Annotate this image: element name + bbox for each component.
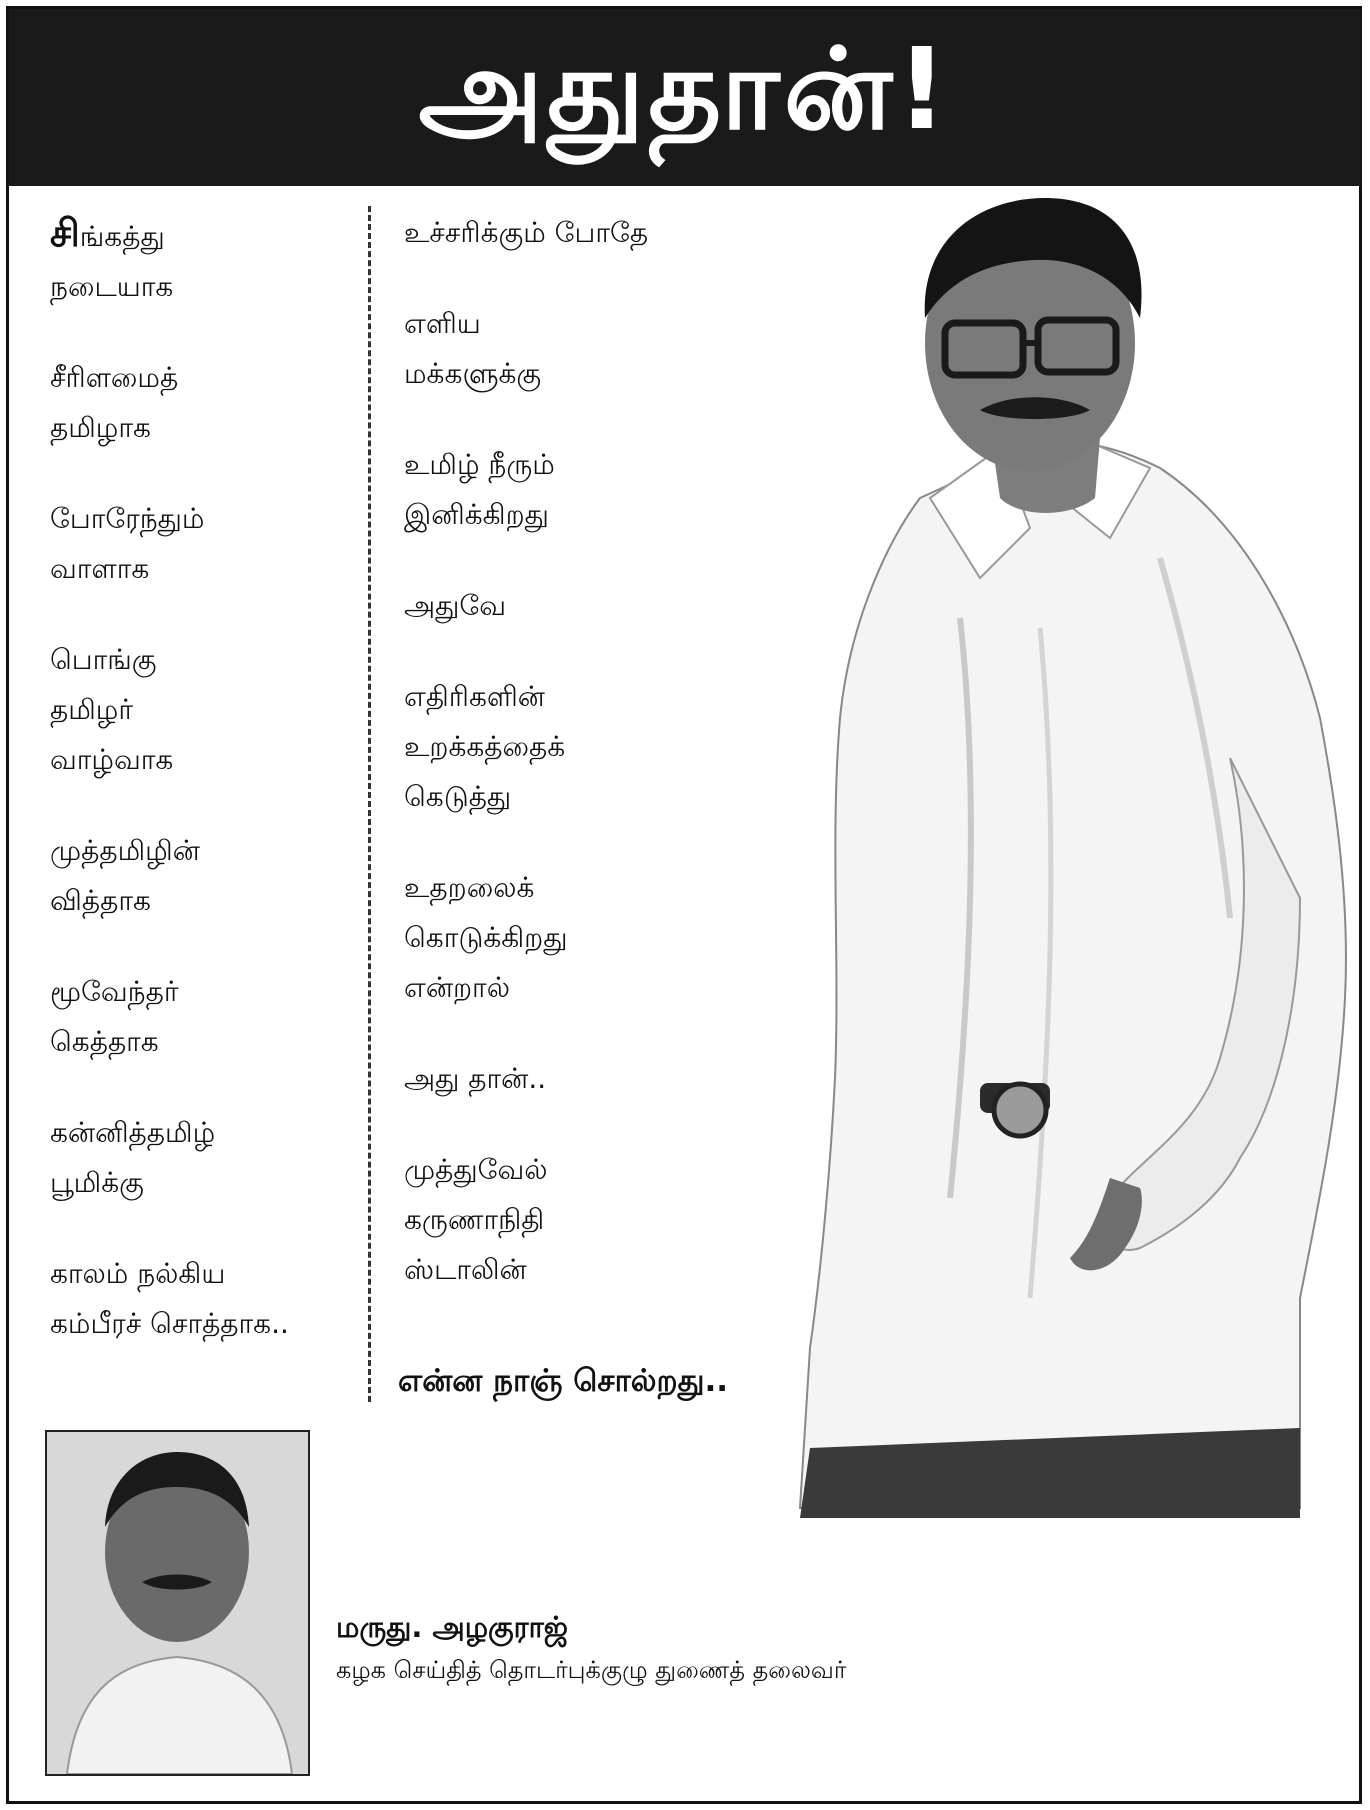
poem-line: அது தான்.. (404, 1062, 547, 1095)
author-role: கழக செய்தித் தொடர்புக்குழு துணைத் தலைவர் (336, 1656, 847, 1684)
poem-line: உதறலைக் (404, 871, 535, 904)
poem-line: உறக்கத்தைக் (404, 730, 566, 763)
poem-stanza (404, 299, 784, 399)
poem-line: காலம் நல்கிய (50, 1257, 226, 1290)
poem-line: கொடுக்கிறது (404, 921, 568, 954)
poem-stanza (404, 863, 784, 1013)
poem-line: வாளாக (50, 552, 150, 585)
page-title: அதுதான்! (418, 25, 952, 155)
title-banner (9, 9, 1361, 186)
poem-closing-line: என்ன நாஞ் சொல்றது.. (398, 1363, 729, 1399)
poem-stanza (50, 635, 370, 785)
poem-stanza (404, 1145, 784, 1295)
poem-line: நடையாக (50, 270, 174, 303)
poem-stanza (50, 208, 370, 312)
poem-left-column (50, 208, 370, 1390)
poem-stanza (404, 672, 784, 822)
poem-first-line (50, 208, 370, 262)
poem-line: எதிரிகளின் (404, 680, 545, 713)
poem-right-column (404, 208, 784, 1336)
poem-line: ங்கத்து (79, 220, 165, 253)
poem-line: வாழ்வாக (50, 743, 174, 776)
poem-stanza (50, 967, 370, 1067)
poem-line: தமிழர் (50, 693, 133, 726)
poem-line: தமிழாக (50, 411, 151, 444)
column-divider (368, 206, 371, 1402)
poem-line: எளிய (404, 307, 481, 340)
poem-line: என்றால் (404, 971, 510, 1004)
poem-line: கன்னித்தமிழ் (50, 1116, 216, 1149)
poem-line: உமிழ் நீரும் (404, 448, 555, 481)
poem-line: கம்பீரச் சொத்தாக.. (50, 1307, 289, 1340)
poem-stanza (50, 494, 370, 594)
leader-photo (780, 198, 1360, 1528)
poem-line: போரேந்தும் (50, 502, 205, 535)
author-photo (45, 1430, 310, 1776)
poem-line: மக்களுக்கு (404, 357, 542, 390)
poem-line: கெத்தாக (50, 1025, 159, 1058)
poem-stanza (404, 208, 784, 258)
poem-line: மூவேந்தர் (50, 975, 179, 1008)
poem-line: சீரிளமைத் (50, 361, 179, 394)
poem-line: இனிக்கிறது (404, 498, 549, 531)
poem-line: பொங்கு (50, 643, 157, 676)
poem-stanza (404, 440, 784, 540)
poem-stanza (50, 1249, 370, 1349)
poem-stanza (50, 1108, 370, 1208)
poem-line: அதுவே (404, 589, 507, 622)
poem-line: முத்துவேல் (404, 1153, 548, 1186)
poem-line: கெடுத்து (404, 780, 512, 813)
drop-cap: சி (50, 211, 80, 255)
poem-line: பூமிக்கு (50, 1166, 144, 1199)
poem-stanza (50, 353, 370, 453)
poem-line: உச்சரிக்கும் போதே (404, 216, 649, 249)
poem-stanza (404, 1054, 784, 1104)
poem-line: வித்தாக (50, 884, 151, 917)
poem-stanza (50, 826, 370, 926)
poem-line: முத்தமிழின் (50, 834, 200, 867)
author-name: மருது. அழகுராஜ் (336, 1610, 568, 1644)
poem-stanza (404, 581, 784, 631)
poem-line: கருணாநிதி (404, 1203, 545, 1236)
poem-line: ஸ்டாலின் (404, 1253, 527, 1286)
